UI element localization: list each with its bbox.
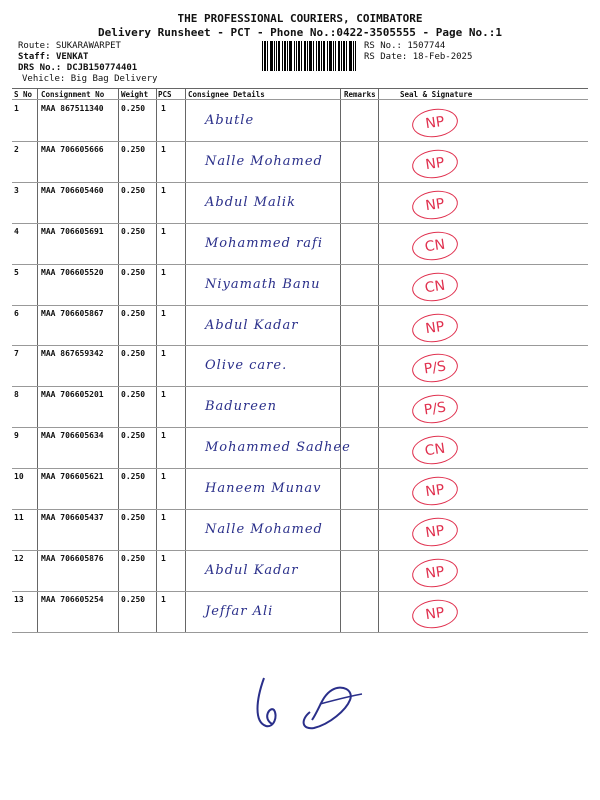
row-seal-stamp: NP <box>410 597 459 631</box>
row-consignee-signature: Badureen <box>205 399 277 415</box>
row-sno: 8 <box>14 390 19 400</box>
barcode-bar <box>282 41 283 71</box>
barcode-bar <box>341 41 342 71</box>
col-divider <box>340 88 341 633</box>
row-consignee-signature: Abdul Kadar <box>205 317 299 333</box>
barcode-bar <box>294 41 295 71</box>
row-consignment-no: MAA 867659342 <box>41 349 104 359</box>
col-divider <box>37 88 38 633</box>
row-sno: 5 <box>14 267 19 277</box>
row-weight: 0.250 <box>121 390 146 400</box>
row-consignment-no: MAA 706605691 <box>41 226 104 236</box>
row-pcs: 1 <box>161 390 166 400</box>
row-divider <box>12 305 588 306</box>
row-divider <box>12 550 588 551</box>
row-pcs: 1 <box>161 472 166 482</box>
row-seal-stamp: CN <box>410 433 459 467</box>
runsheet-subtitle: Delivery Runsheet - PCT - Phone No.:0422-3505555 - Page No.:1 <box>98 26 502 39</box>
barcode-bar <box>346 41 347 71</box>
staff-label: Staff: <box>18 52 56 62</box>
col-header-sno: S No <box>14 90 33 99</box>
row-sno: 6 <box>14 308 19 318</box>
barcode-bar <box>329 41 332 71</box>
drs-label: DRS No.: <box>18 63 67 73</box>
row-pcs: 1 <box>161 267 166 277</box>
row-weight: 0.250 <box>121 349 146 359</box>
barcode-bar <box>333 41 334 71</box>
barcode-bar <box>284 41 286 71</box>
row-consignment-no: MAA 706605437 <box>41 513 104 522</box>
row-consignment-no: MAA 706605520 <box>41 267 104 277</box>
runsheet-table <box>12 88 588 634</box>
row-consignment-no: MAA 706605666 <box>41 144 104 154</box>
row-consignment-no: MAA 706605867 <box>41 308 104 318</box>
row-divider <box>12 509 588 510</box>
row-pcs: 1 <box>161 553 166 563</box>
barcode-bar <box>262 41 263 71</box>
row-divider <box>12 386 588 387</box>
row-weight: 0.250 <box>121 308 146 318</box>
barcode-bar <box>270 41 273 71</box>
vehicle-text: Vehicle: Big Bag Delivery <box>22 74 158 84</box>
row-divider <box>12 632 588 633</box>
row-weight: 0.250 <box>121 185 146 195</box>
row-seal-stamp: NP <box>410 474 459 508</box>
row-divider <box>12 141 588 142</box>
row-sno: 11 <box>14 513 24 522</box>
col-header-consignee: Consignee Details <box>188 90 265 99</box>
row-consignee-signature: Olive care. <box>205 358 288 374</box>
row-weight: 0.250 <box>121 104 146 113</box>
col-divider <box>156 88 157 633</box>
barcode-bar <box>309 41 312 71</box>
col-header-seal: Seal & Signature <box>400 90 473 99</box>
row-divider <box>12 427 588 428</box>
row-divider <box>12 345 588 346</box>
row-seal-stamp: P/S <box>410 392 459 426</box>
barcode-bar <box>343 41 345 71</box>
staff-name: VENKAT <box>55 52 89 62</box>
row-pcs: 1 <box>161 104 166 113</box>
barcode-bar <box>355 41 356 71</box>
col-divider <box>185 88 186 633</box>
row-seal-stamp: NP <box>410 556 459 590</box>
col-divider <box>118 88 119 633</box>
row-seal-stamp: NP <box>410 310 459 344</box>
row-weight: 0.250 <box>121 431 146 441</box>
barcode-bar <box>296 41 297 71</box>
row-consignee-signature: Abutle <box>205 113 255 128</box>
row-sno: 3 <box>14 185 19 195</box>
row-pcs: 1 <box>161 349 166 359</box>
row-pcs: 1 <box>161 185 166 195</box>
row-sno: 7 <box>14 349 19 359</box>
row-consignment-no: MAA 706605201 <box>41 390 104 400</box>
row-divider <box>12 182 588 183</box>
row-sno: 2 <box>14 144 19 154</box>
row-weight: 0.250 <box>121 144 146 154</box>
staff-line <box>18 52 88 62</box>
row-seal-stamp: CN <box>410 270 459 304</box>
row-sno: 1 <box>14 104 19 113</box>
row-divider <box>12 264 588 265</box>
row-divider <box>12 468 588 469</box>
barcode-bar <box>327 41 328 71</box>
barcode-bar <box>318 41 320 71</box>
row-weight: 0.250 <box>121 553 146 563</box>
header-divider <box>12 99 588 100</box>
final-signature <box>250 670 380 740</box>
row-pcs: 1 <box>161 513 166 522</box>
row-divider <box>12 591 588 592</box>
barcode-bar <box>276 41 277 71</box>
row-sno: 4 <box>14 226 19 236</box>
row-consignee-signature: Jeffar Ali <box>205 603 274 619</box>
barcode-bar <box>298 41 300 71</box>
barcode-bar <box>304 41 306 71</box>
row-pcs: 1 <box>161 431 166 441</box>
barcode-bar <box>274 41 275 71</box>
barcode-bar <box>278 41 280 71</box>
barcode-bar <box>289 41 292 71</box>
row-weight: 0.250 <box>121 472 146 482</box>
company-title: THE PROFESSIONAL COURIERS, COIMBATORE <box>177 12 423 25</box>
barcode-bar <box>349 41 352 71</box>
row-pcs: 1 <box>161 226 166 236</box>
barcode-bar <box>264 41 266 71</box>
row-consignment-no: MAA 706605634 <box>41 431 104 441</box>
row-seal-stamp: P/S <box>410 351 459 385</box>
row-consignee-signature: Nalle Mohamed <box>205 522 323 537</box>
barcode-bar <box>335 41 336 71</box>
col-header-remarks: Remarks <box>344 90 376 99</box>
col-header-weight: Weight <box>121 90 149 99</box>
row-sno: 9 <box>14 431 19 441</box>
row-pcs: 1 <box>161 144 166 154</box>
row-divider <box>12 223 588 224</box>
drs-line <box>18 63 137 73</box>
row-consignment-no: MAA 867511340 <box>41 104 104 113</box>
barcode-bar <box>323 41 325 71</box>
barcode-bar <box>338 41 340 71</box>
rs-number: RS No.: 1507744 <box>364 41 446 51</box>
row-consignee-signature: Mohammed Sadhee <box>205 440 351 456</box>
col-header-consignment: Consignment No <box>41 90 105 99</box>
drs-number: DCJB150774401 <box>66 63 138 73</box>
row-weight: 0.250 <box>121 226 146 236</box>
row-consignment-no: MAA 706605254 <box>41 594 104 604</box>
rs-date: RS Date: 18-Feb-2025 <box>364 52 473 62</box>
row-seal-stamp: NP <box>410 515 459 549</box>
row-consignee-signature: Mohammed rafi <box>205 235 323 251</box>
row-consignee-signature: Abdul Kadar <box>205 562 299 578</box>
row-seal-stamp: NP <box>410 188 459 222</box>
row-consignee-signature: Niyamath Banu <box>205 276 321 292</box>
row-weight: 0.250 <box>121 594 146 604</box>
row-seal-stamp: CN <box>410 229 459 263</box>
row-sno: 10 <box>14 472 24 482</box>
row-pcs: 1 <box>161 308 166 318</box>
route-text: Route: SUKARAWARPET <box>18 41 121 51</box>
barcode-bar <box>301 41 302 71</box>
col-divider <box>378 88 379 633</box>
row-pcs: 1 <box>161 594 166 604</box>
row-consignment-no: MAA 706605621 <box>41 472 104 482</box>
barcode-bar <box>321 41 322 71</box>
row-seal-stamp: NP <box>410 147 459 181</box>
barcode-bar <box>313 41 314 71</box>
col-header-pcs: PCS <box>158 90 172 99</box>
row-weight: 0.250 <box>121 513 146 522</box>
barcode-bar <box>267 41 268 71</box>
row-consignee-signature: Haneem Munav <box>205 481 322 497</box>
row-seal-stamp: NP <box>410 106 459 140</box>
row-consignee-signature: Abdul Malik <box>205 194 296 210</box>
barcode-bar <box>316 41 317 71</box>
barcode-image <box>262 41 357 71</box>
row-sno: 12 <box>14 553 24 563</box>
row-consignment-no: MAA 706605876 <box>41 553 104 563</box>
row-consignee-signature: Nalle Mohamed <box>205 153 323 169</box>
barcode-bar <box>307 41 308 71</box>
row-consignment-no: MAA 706605460 <box>41 185 104 195</box>
barcode-bar <box>287 41 288 71</box>
barcode-bar <box>353 41 354 71</box>
row-sno: 13 <box>14 594 24 604</box>
row-weight: 0.250 <box>121 267 146 277</box>
